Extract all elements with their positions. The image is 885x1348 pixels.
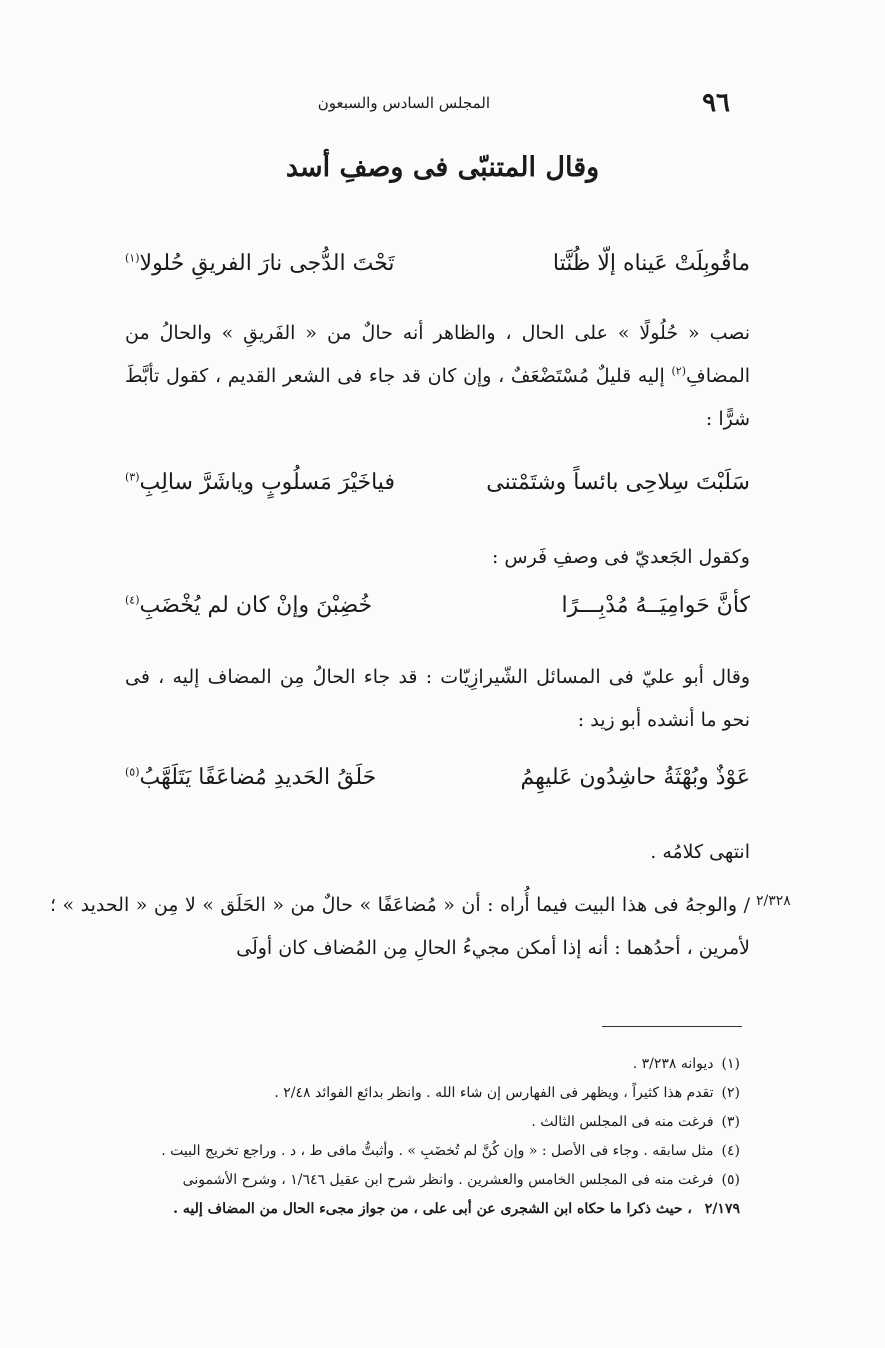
footnote-2: (٢)تقدم هذا كثيراً ، ويظهر فى الفهارس إن شاء الله . وانظر بدائع الفوائد ٢/٤٨ . (274, 1085, 740, 1101)
verse-1 (125, 243, 750, 291)
paragraph-1: نصب « حُلُولًا » على الحال ، والظاهر أنه حالٌ من « الفَريقِ » والحالُ من المضافِ$^{(٢)}$ إليه قليلٌ مُسْتَضْعَفٌ ، وإن كان قد جاء فى الشعر القديم ، كقول تأبَّطَ شرًّا : (125, 322, 751, 430)
verse-4-first-hemistich: عَوْذٌ وبُهْثَةُ حاشِدُون عَليهِمُ (520, 765, 750, 790)
verse-2-first-hemistich: سَلَبْتَ سِلاحِى بائساً وشتَمْتنى (486, 470, 750, 495)
footnote-1: (١)ديوانه ٣/٢٣٨ . (632, 1056, 740, 1072)
margin-page-reference: ٢/٣٢٨ (756, 893, 791, 909)
paragraph-5: / والوجهُ فى هذا البيت فيما أُراه : أن « مُضاعَفًا » حالٌ من « الحَلَق » لا مِن « الحديد » ؛ لأمرين ، أحدُهما : أنه إذا أمكن مجيءُ الحالِ مِن المُضاف كان أولَى (50, 894, 750, 959)
footnote-5: (٥)فرغت منه فى المجلس الخامس والعشرين . وانظر شرح ابن عقيل ١/٦٤٦ ، وشرح الأشمونى (182, 1172, 740, 1188)
verse-1-second-hemistich: تَحْتَ الدُّجى نارَ الفريقِ حُلولا$^{(١)}$ (125, 251, 395, 276)
verse-2-second-hemistich: فياخَيْرَ مَسلُوبٍ وياشَرَّ سالِبِ$^{(٣)}$ (125, 470, 395, 495)
footnotes (40, 1050, 740, 1224)
paragraph-2: وكقول الجَعديّ فى وصفِ فَرس : (491, 546, 750, 568)
verse-4 (125, 757, 750, 805)
section-title: وقال المتنبّى فى وصفِ أسد (285, 152, 600, 183)
verse-4-second-hemistich: حَلَقُ الحَديدِ مُضاعَفًا يَتَلَهَّبُ$^{(٥)}$ (125, 765, 377, 790)
footnote-4: (٤)مثل سابقه . وجاء فى الأصل : « وإن كُنَّ لم تُخضَبِ » . وأثبتُّ مافى ط ، د . وراجع تخريج البيت . (161, 1143, 740, 1159)
footnote-5-continued: ٢/١٧٩ ، حيث ذكرا ما حكاه ابن الشجرى عن أبى على ، من جواز مجىء الحال من المضاف إليه . (173, 1201, 740, 1217)
verse-2 (125, 462, 750, 510)
running-header (250, 86, 730, 120)
footnote-separator (602, 1026, 742, 1027)
paragraph-3: وقال أبو عليّ فى المسائل الشّيرازِيّات : قد جاء الحالُ مِن المضاف إليه ، فى نحو ما أنشده أبو زيد : (125, 666, 750, 731)
footnote-marker-1: (١) (125, 251, 140, 265)
verse-1-first-hemistich: ماقُوبِلَتْ عَيناه إلّا ظُنَّتا (552, 251, 750, 276)
footnote-marker-2: (٢) (671, 364, 686, 378)
footnote-marker-3: (٣) (125, 470, 140, 484)
verse-3-first-hemistich: كأنَّ حَوامِيَــهُ مُدْبِـــرًا (561, 593, 750, 618)
running-header-title: المجلس السادس والسبعون (317, 94, 490, 112)
footnote-marker-5: (٥) (125, 765, 140, 779)
footnote-3: (٣)فرغت منه فى المجلس الثالث . (531, 1114, 740, 1130)
paragraph-4: انتهى كلامُه . (650, 841, 750, 863)
verse-3-second-hemistich: خُضِبْنَ وإنْ كان لم يُخْضَبِ$^{(٤)}$ (125, 593, 373, 618)
footnote-marker-4: (٤) (125, 593, 140, 607)
page-number: ٩٦ (702, 88, 730, 118)
verse-3 (125, 585, 750, 633)
